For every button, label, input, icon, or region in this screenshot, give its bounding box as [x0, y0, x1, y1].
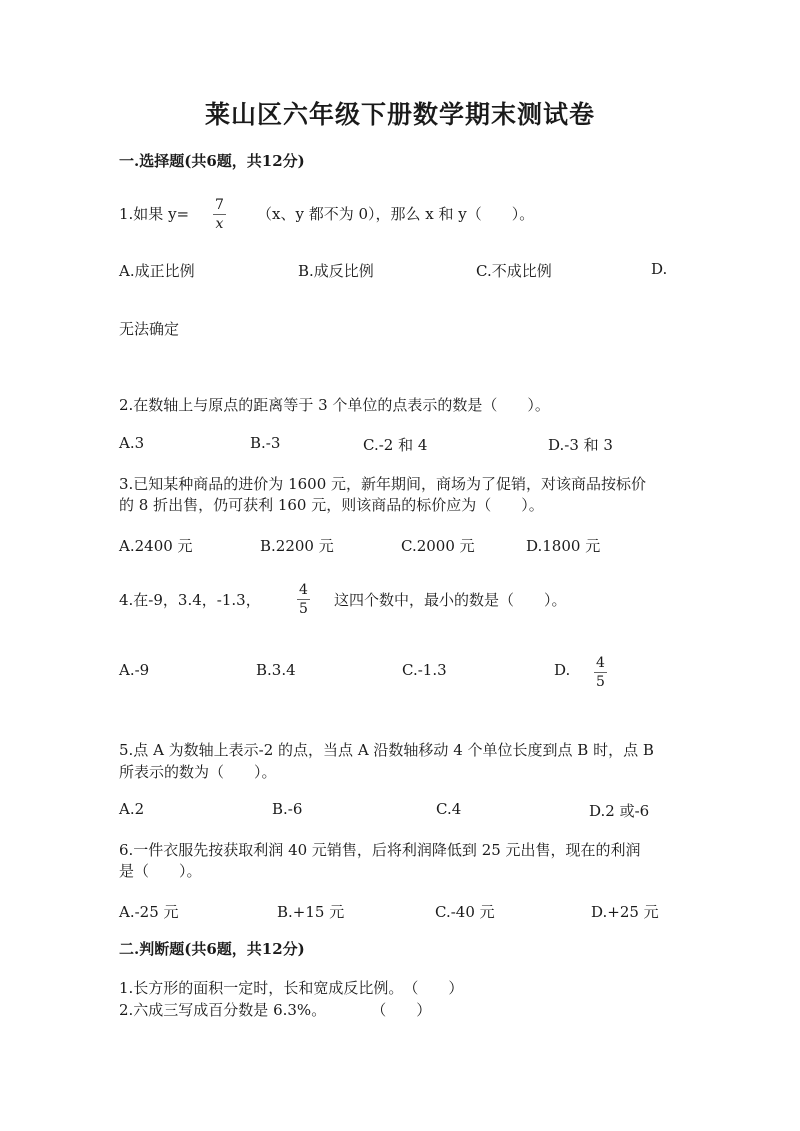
q4-option-c: C.-1.3: [402, 661, 447, 679]
q4-option-d-fraction: [594, 655, 607, 690]
q1-suffix: （x、y 都不为 0），那么 x 和 y（ ）。: [257, 205, 535, 223]
q4-fraction-denominator: 5: [299, 601, 308, 617]
q1-option-b: B.成反比例: [298, 262, 374, 280]
q6-text-line1: 6.一件衣服先按获取利润 40 元销售，后将利润降低到 25 元出售，现在的利润: [119, 841, 641, 859]
q5-text-line1: 5.点 A 为数轴上表示-2 的点，当点 A 沿数轴移动 4 个单位长度到点 B 时，点 B: [119, 741, 654, 759]
q1-fraction: [213, 197, 226, 232]
q6-option-c: C.-40 元: [435, 903, 495, 921]
judgement-q1: 1.长方形的面积一定时，长和宽成反比例。 （ ）: [119, 979, 464, 997]
q6-text-line2: 是（ ）。: [119, 862, 202, 880]
q4-option-a: A.-9: [119, 661, 150, 679]
q4-prefix: 4.在-9，3.4，-1.3，: [119, 591, 261, 609]
q4-fraction: [297, 582, 310, 617]
q2-option-d: D.-3 和 3: [548, 436, 613, 454]
q4-option-d-denominator: 5: [596, 674, 605, 690]
q3-option-b: B.2200 元: [260, 537, 334, 555]
q5-text-line2: 所表示的数为（ ）。: [119, 763, 277, 781]
q4-option-d: D.: [554, 661, 571, 679]
q3-option-d: D.1800 元: [526, 537, 601, 555]
judgement-q2: 2.六成三写成百分数是 6.3%。 （ ）: [119, 1001, 432, 1019]
q5-option-a: A.2: [119, 800, 145, 818]
q1-option-d: D.: [651, 260, 668, 278]
page-title: 莱山区六年级下册数学期末测试卷: [204, 100, 595, 129]
q6-option-a: A.-25 元: [119, 903, 179, 921]
q4-option-d-numerator: 4: [596, 655, 605, 671]
q1-fraction-numerator: 7: [215, 197, 224, 213]
q1-option-c: C.不成比例: [476, 262, 552, 280]
q6-option-b: B.+15 元: [277, 903, 345, 921]
q2-option-a: A.3: [119, 434, 145, 452]
q2-text: 2.在数轴上与原点的距离等于 3 个单位的点表示的数是（ ）。: [119, 396, 550, 414]
q1-fraction-denominator: x: [215, 216, 224, 232]
q3-text-line1: 3.已知某种商品的进价为 1600 元，新年期间，商场为了促销，对该商品按标价: [119, 475, 647, 493]
q3-option-c: C.2000 元: [401, 537, 475, 555]
q3-option-a: A.2400 元: [119, 537, 193, 555]
q1-option-d-text: 无法确定: [119, 320, 180, 338]
q1-prefix: 1.如果 y=: [119, 205, 190, 223]
q4-option-b: B.3.4: [256, 661, 296, 679]
q4-fraction-numerator: 4: [299, 582, 308, 598]
q4-suffix: 这四个数中，最小的数是（ ）。: [334, 591, 567, 609]
q6-option-d: D.+25 元: [591, 903, 659, 921]
q3-text-line2: 的 8 折出售，仍可获利 160 元，则该商品的标价应为（ ）。: [119, 496, 544, 514]
q1-option-a: A.成正比例: [119, 262, 195, 280]
section-heading-judgement: 二.判断题(共6题，共12分): [119, 940, 305, 958]
q2-option-b: B.-3: [250, 434, 281, 452]
q2-option-c: C.-2 和 4: [363, 436, 428, 454]
q5-option-d: D.2 或-6: [589, 802, 650, 820]
q5-option-c: C.4: [436, 800, 462, 818]
section-heading-choice: 一.选择题(共6题，共12分): [119, 152, 305, 170]
q5-option-b: B.-6: [272, 800, 303, 818]
